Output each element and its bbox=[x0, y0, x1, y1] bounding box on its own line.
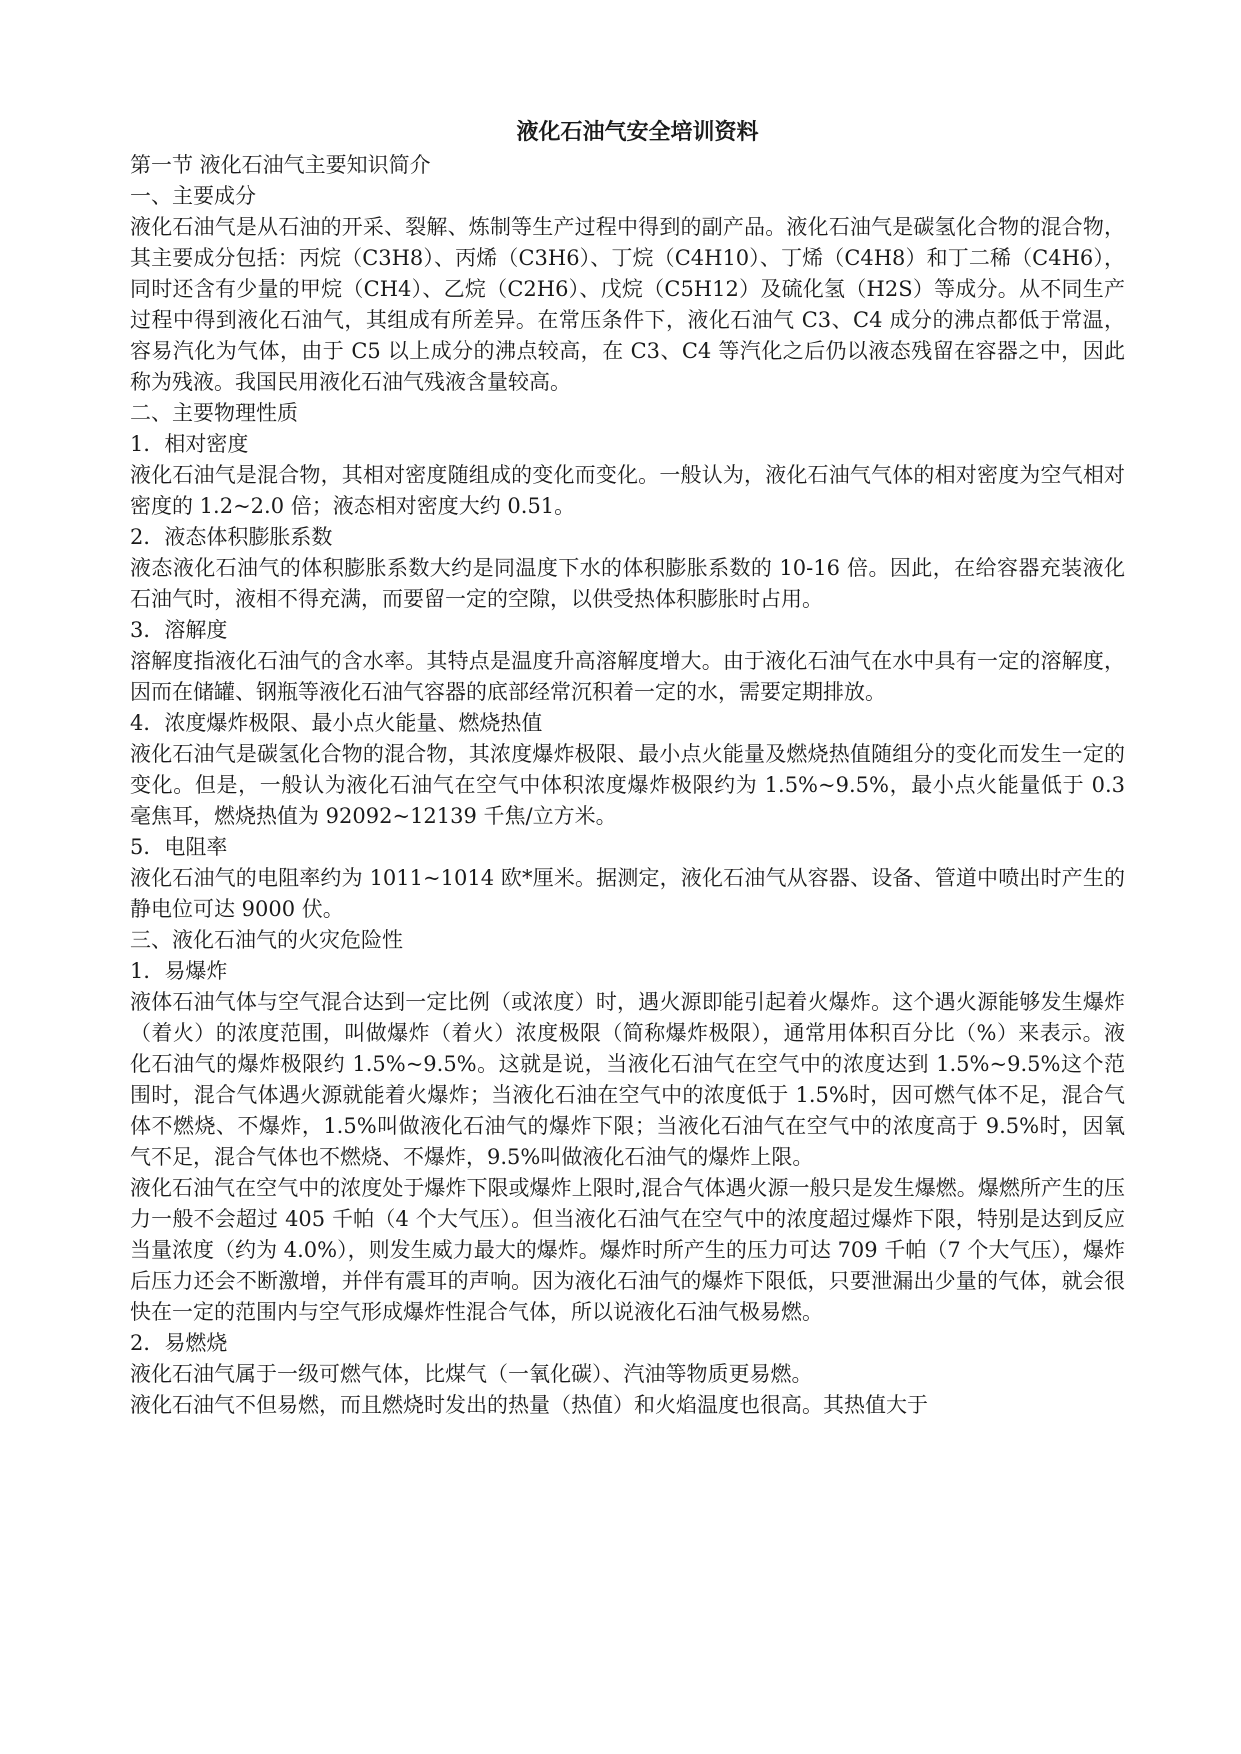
section-heading: 第一节 液化石油气主要知识简介 bbox=[130, 153, 431, 177]
section-heading: 二、主要物理性质 bbox=[130, 401, 298, 425]
document-body bbox=[130, 150, 1125, 1421]
paragraph: 液化石油气的电阻率约为 1011~1014 欧*厘米。据测定，液化石油气从容器、设备、管道中喷出时产生的静电位可达 9000 伏。 bbox=[130, 866, 1125, 921]
document-page bbox=[130, 117, 1125, 1421]
section-heading: 5．电阻率 bbox=[130, 835, 228, 859]
paragraph: 液化石油气不但易燃，而且燃烧时发出的热量（热值）和火焰温度也很高。其热值大于 bbox=[130, 1393, 928, 1417]
section-heading: 1．相对密度 bbox=[130, 432, 249, 456]
section-heading: 2．液态体积膨胀系数 bbox=[130, 525, 333, 549]
paragraph: 液化石油气在空气中的浓度处于爆炸下限或爆炸上限时,混合气体遇火源一般只是发生爆燃。爆燃所产生的压力一般不会超过 405 千帕（4 个大气压）。但当液化石油气在空气中的浓度超过爆炸下限，特别是达到反应当量浓度（约为 4.0%），则发生威力最大的爆炸。爆炸时所产生的压力可达 709 千帕（7 个大气压），爆炸后压力还会不断激增，并伴有震耳的声响。因为液化石油气的爆炸下限低，只要泄漏出少量的气体，就会很快在一定的范围内与空气形成爆炸性混合气体，所以说液化石油气极易燃。 bbox=[130, 1176, 1125, 1324]
paragraph: 液化石油气是从石油的开采、裂解、炼制等生产过程中得到的副产品。液化石油气是碳氢化合物的混合物，其主要成分包括：丙烷（C3H8）、丙烯（C3H6）、丁烷（C4H10）、丁烯（C4H8）和丁二稀（C4H6），同时还含有少量的甲烷（CH4）、乙烷（C2H6）、戊烷（C5H12）及硫化氢（H2S）等成分。从不同生产过程中得到液化石油气，其组成有所差异。在常压条件下，液化石油气 C3、C4 成分的沸点都低于常温，容易汽化为气体，由于 C5 以上成分的沸点较高，在 C3、C4 等汽化之后仍以液态残留在容器之中，因此称为残液。我国民用液化石油气残液含量较高。 bbox=[130, 215, 1125, 394]
document-title: 液化石油气安全培训资料 bbox=[516, 119, 759, 145]
paragraph: 溶解度指液化石油气的含水率。其特点是温度升高溶解度增大。由于液化石油气在水中具有一定的溶解度，因而在储罐、钢瓶等液化石油气容器的底部经常沉积着一定的水，需要定期排放。 bbox=[130, 649, 1125, 704]
paragraph: 液化石油气是碳氢化合物的混合物，其浓度爆炸极限、最小点火能量及燃烧热值随组分的变化而发生一定的变化。但是，一般认为液化石油气在空气中体积浓度爆炸极限约为 1.5%~9.5%，最小点火能量低于 0.3 毫焦耳，燃烧热值为 92092~12139 千焦/立方米。 bbox=[130, 742, 1125, 828]
section-heading: 2．易燃烧 bbox=[130, 1331, 228, 1355]
section-heading: 三、液化石油气的火灾危险性 bbox=[130, 928, 403, 952]
section-heading: 1．易爆炸 bbox=[130, 959, 228, 983]
paragraph: 液化石油气是混合物，其相对密度随组成的变化而变化。一般认为，液化石油气气体的相对密度为空气相对密度的 1.2~2.0 倍；液态相对密度大约 0.51。 bbox=[130, 463, 1125, 518]
section-heading: 4．浓度爆炸极限、最小点火能量、燃烧热值 bbox=[130, 711, 543, 735]
paragraph: 液态液化石油气的体积膨胀系数大约是同温度下水的体积膨胀系数的 10-16 倍。因此，在给容器充装液化石油气时，液相不得充满，而要留一定的空隙，以供受热体积膨胀时占用。 bbox=[130, 556, 1125, 611]
paragraph: 液化石油气属于一级可燃气体，比煤气（一氧化碳）、汽油等物质更易燃。 bbox=[130, 1362, 813, 1386]
section-heading: 一、主要成分 bbox=[130, 184, 256, 208]
section-heading: 3．溶解度 bbox=[130, 618, 228, 642]
paragraph: 液体石油气体与空气混合达到一定比例（或浓度）时，遇火源即能引起着火爆炸。这个遇火源能够发生爆炸（着火）的浓度范围，叫做爆炸（着火）浓度极限（简称爆炸极限），通常用体积百分比（%）来表示。液化石油气的爆炸极限约 1.5%~9.5%。这就是说，当液化石油气在空气中的浓度达到 1.5%~9.5%这个范围时，混合气体遇火源就能着火爆炸；当液化石油在空气中的浓度低于 1.5%时，因可燃气体不足，混合气体不燃烧、不爆炸，1.5%叫做液化石油气的爆炸下限；当液化石油气在空气中的浓度高于 9.5%时，因氧气不足，混合气体也不燃烧、不爆炸，9.5%叫做液化石油气的爆炸上限。 bbox=[130, 990, 1125, 1169]
